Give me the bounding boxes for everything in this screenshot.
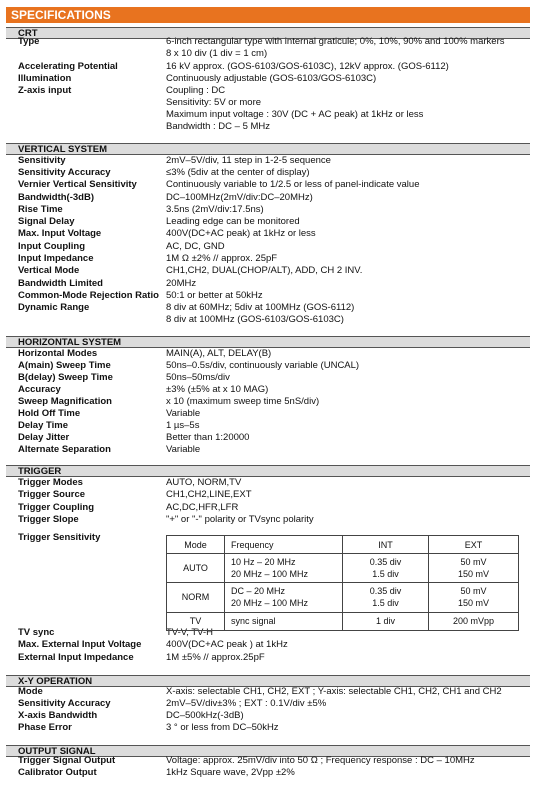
spec-value: DC–500kHz(-3dB) [166, 710, 244, 721]
spec-row [0, 420, 534, 432]
spec-label: External Input Impedance [18, 652, 134, 663]
spec-row [0, 97, 534, 109]
spec-label: Delay Jitter [18, 432, 70, 443]
spec-label: Signal Delay [18, 216, 75, 227]
cell-freq [225, 554, 343, 583]
cell-line: 0.35 div [369, 557, 402, 568]
spec-value: Coupling : DC [166, 85, 226, 96]
spec-row [0, 767, 534, 779]
cell-line: 20 MHz – 100 MHz [231, 598, 309, 609]
spec-label: Trigger Signal Output [18, 755, 116, 766]
spec-value: Sensitivity: 5V or more [166, 97, 262, 108]
spec-value: 3 ° or less from DC–50kHz [166, 722, 279, 733]
spec-row [0, 755, 534, 767]
cell-freq [225, 612, 343, 630]
spec-value: 50ns–50ms/div [166, 372, 230, 383]
spec-row [0, 167, 534, 179]
spec-label: Z-axis input [18, 85, 72, 96]
spec-value: ≤3% (5div at the center of display) [166, 167, 310, 178]
spec-label: Bandwidth(-3dB) [18, 192, 94, 203]
spec-label: Alternate Separation [18, 444, 111, 455]
spec-value: 2mV–5V/div, 11 step in 1-2-5 sequence [166, 155, 331, 166]
cell-line: 1.5 div [372, 598, 399, 609]
spec-value: DC–100MHz(2mV/div:DC–20MHz) [166, 192, 313, 203]
spec-value: CH1,CH2, DUAL(CHOP/ALT), ADD, CH 2 INV. [166, 265, 363, 276]
spec-label: Vernier Vertical Sensitivity [18, 179, 137, 190]
spec-row [0, 502, 534, 514]
section-header: TRIGGER [6, 465, 530, 477]
spec-label: Bandwidth Limited [18, 278, 103, 289]
spec-value: X-axis: selectable CH1, CH2, EXT ; Y-axis: selectable CH1, CH2, CH1 and CH2 [166, 686, 502, 697]
spec-label: Max. Input Voltage [18, 228, 102, 239]
cell-line: 0.35 div [369, 586, 402, 597]
spec-label: Illumination [18, 73, 72, 84]
cell-int [343, 554, 429, 583]
spec-label: Input Coupling [18, 241, 86, 252]
spec-row [0, 192, 534, 204]
spec-row [0, 265, 534, 277]
spec-row [0, 652, 534, 664]
spec-value: Better than 1:20000 [166, 432, 250, 443]
spec-row [0, 698, 534, 710]
spec-label: Delay Time [18, 420, 68, 431]
spec-value: MAIN(A), ALT, DELAY(B) [166, 348, 272, 359]
spec-row [0, 61, 534, 73]
spec-row [0, 278, 534, 290]
spec-value: 400V(DC+AC peak) at 1kHz or less [166, 228, 316, 239]
spec-value: Bandwidth : DC – 5 MHz [166, 121, 271, 132]
spec-value: 8 div at 60MHz; 5div at 100MHz (GOS-6112) [166, 302, 355, 313]
spec-label: Mode [18, 686, 43, 697]
spec-row [0, 314, 534, 326]
cell-line: DC – 20 MHz [231, 586, 286, 597]
spec-label: Sweep Magnification [18, 396, 112, 407]
page-title: SPECIFICATIONS [6, 7, 530, 23]
header-frequency: Frequency [225, 536, 343, 554]
spec-label: Input Impedance [18, 253, 94, 264]
spec-value: AC,DC,HFR,LFR [166, 502, 239, 513]
spec-label: Trigger Modes [18, 477, 83, 488]
table-header-row [167, 536, 519, 554]
spec-value: 3.5ns (2mV/div:17.5ns) [166, 204, 264, 215]
section-header: OUTPUT SIGNAL [6, 745, 530, 757]
spec-label: X-axis Bandwidth [18, 710, 98, 721]
spec-value: TV-V, TV-H [166, 627, 213, 638]
table-row [167, 583, 519, 612]
cell-mode: AUTO [167, 554, 225, 583]
spec-value: 8 div at 100MHz (GOS-6103/GOS-6103C) [166, 314, 344, 325]
spec-label: Accelerating Potential [18, 61, 118, 72]
spec-label: Common-Mode Rejection Ratio [18, 290, 159, 301]
spec-label: Sensitivity Accuracy [18, 698, 111, 709]
spec-row [0, 432, 534, 444]
cell-ext [429, 612, 519, 630]
spec-value: Continuously adjustable (GOS-6103/GOS-6103C) [166, 73, 377, 84]
section-header: VERTICAL SYSTEM [6, 143, 530, 155]
spec-label: Rise Time [18, 204, 63, 215]
spec-row [0, 121, 534, 133]
spec-label: Accuracy [18, 384, 61, 395]
spec-label: Trigger Coupling [18, 502, 94, 513]
spec-row [0, 710, 534, 722]
spec-label: TV sync [18, 627, 55, 638]
spec-label: Phase Error [18, 722, 72, 733]
cell-line: 200 mVpp [452, 616, 495, 627]
spec-value: CH1,CH2,LINE,EXT [166, 489, 252, 500]
spec-row [0, 489, 534, 501]
spec-value: Maximum input voltage : 30V (DC + AC peak) at 1kHz or less [166, 109, 424, 120]
spec-label: Horizontal Modes [18, 348, 98, 359]
spec-value: 1M Ω ±2% // approx. 25pF [166, 253, 278, 264]
spec-value: 8 x 10 div (1 div = 1 cm) [166, 48, 268, 59]
cell-int [343, 612, 429, 630]
spec-row [0, 639, 534, 651]
spec-value: 2mV–5V/div±3% ; EXT : 0.1V/div ±5% [166, 698, 327, 709]
spec-label: A(main) Sweep Time [18, 360, 111, 371]
spec-row [0, 204, 534, 216]
cell-freq [225, 583, 343, 612]
spec-row [0, 48, 534, 60]
header-ext: EXT [429, 536, 519, 554]
spec-label: B(delay) Sweep Time [18, 372, 113, 383]
spec-value: x 10 (maximum sweep time 5nS/div) [166, 396, 320, 407]
spec-label: Sensitivity [18, 155, 66, 166]
spec-label: Trigger Sensitivity [18, 532, 101, 543]
spec-label: Max. External Input Voltage [18, 639, 142, 650]
cell-line: 150 mV [457, 569, 490, 580]
spec-row [0, 372, 534, 384]
spec-value: AUTO, NORM,TV [166, 477, 242, 488]
spec-value: Voltage: approx. 25mV/div into 50 Ω ; Frequency response : DC – 10MHz [166, 755, 475, 766]
spec-value: "+" or "-" polarity or TVsync polarity [166, 514, 314, 525]
spec-value: Variable [166, 408, 201, 419]
spec-label: Trigger Slope [18, 514, 79, 525]
cell-ext [429, 554, 519, 583]
spec-value: 50:1 or better at 50kHz [166, 290, 263, 301]
spec-row [0, 253, 534, 265]
section-header: CRT [6, 27, 530, 39]
spec-row [0, 408, 534, 420]
spec-row [0, 302, 534, 314]
spec-value: 1M ±5% // approx.25pF [166, 652, 265, 663]
section-header: X-Y OPERATION [6, 675, 530, 687]
spec-row [0, 444, 534, 456]
spec-row [0, 241, 534, 253]
spec-row [0, 722, 534, 734]
spec-row [0, 396, 534, 408]
spec-value: Variable [166, 444, 201, 455]
cell-line: 150 mV [457, 598, 490, 609]
spec-label: Vertical Mode [18, 265, 80, 276]
cell-mode: TV [167, 612, 225, 630]
table-row [167, 612, 519, 630]
spec-value: 400V(DC+AC peak ) at 1kHz [166, 639, 288, 650]
spec-row [0, 216, 534, 228]
spec-row [0, 384, 534, 396]
spec-row [0, 686, 534, 698]
spec-value: 16 kV approx. (GOS-6103/GOS-6103C), 12kV approx. (GOS-6112) [166, 61, 449, 72]
spec-value: 1 µs–5s [166, 420, 200, 431]
spec-row [0, 228, 534, 240]
cell-line: 50 mV [460, 586, 487, 597]
spec-row [0, 73, 534, 85]
spec-label: Trigger Source [18, 489, 86, 500]
cell-line: 1.5 div [372, 569, 399, 580]
spec-row [0, 85, 534, 97]
cell-line: sync signal [231, 616, 276, 627]
table-row [167, 554, 519, 583]
spec-row [0, 179, 534, 191]
spec-label: Dynamic Range [18, 302, 90, 313]
spec-row [0, 290, 534, 302]
spec-value: 50ns–0.5s/div, continuously variable (UNCAL) [166, 360, 360, 371]
spec-label: Calibrator Output [18, 767, 97, 778]
spec-label: Sensitivity Accuracy [18, 167, 111, 178]
cell-line: 50 mV [460, 557, 487, 568]
section-header: HORIZONTAL SYSTEM [6, 336, 530, 348]
header-int: INT [343, 536, 429, 554]
cell-line: 10 Hz – 20 MHz [231, 557, 296, 568]
spec-label: Type [18, 36, 40, 47]
spec-value: 1kHz Square wave, 2Vpp ±2% [166, 767, 295, 778]
spec-value: 6-inch rectangular type with internal graticule; 0%, 10%, 90% and 100% markers [166, 36, 505, 47]
cell-ext [429, 583, 519, 612]
cell-mode: NORM [167, 583, 225, 612]
spec-value: 20MHz [166, 278, 197, 289]
spec-value: Leading edge can be monitored [166, 216, 300, 227]
spec-row [0, 155, 534, 167]
cell-line: 20 MHz – 100 MHz [231, 569, 309, 580]
spec-row [0, 348, 534, 360]
spec-row [0, 477, 534, 489]
cell-int [343, 583, 429, 612]
spec-value: ±3% (±5% at x 10 MAG) [166, 384, 269, 395]
header-mode: Mode [167, 536, 225, 554]
spec-value: Continuously variable to 1/2.5 or less of panel-indicate value [166, 179, 420, 190]
cell-line: 1 div [375, 616, 395, 627]
spec-row [0, 360, 534, 372]
spec-row [0, 36, 534, 48]
trigger-sensitivity-table [166, 535, 519, 631]
spec-row [0, 514, 534, 526]
spec-label: Hold Off Time [18, 408, 81, 419]
spec-value: AC, DC, GND [166, 241, 225, 252]
spec-row [0, 109, 534, 121]
